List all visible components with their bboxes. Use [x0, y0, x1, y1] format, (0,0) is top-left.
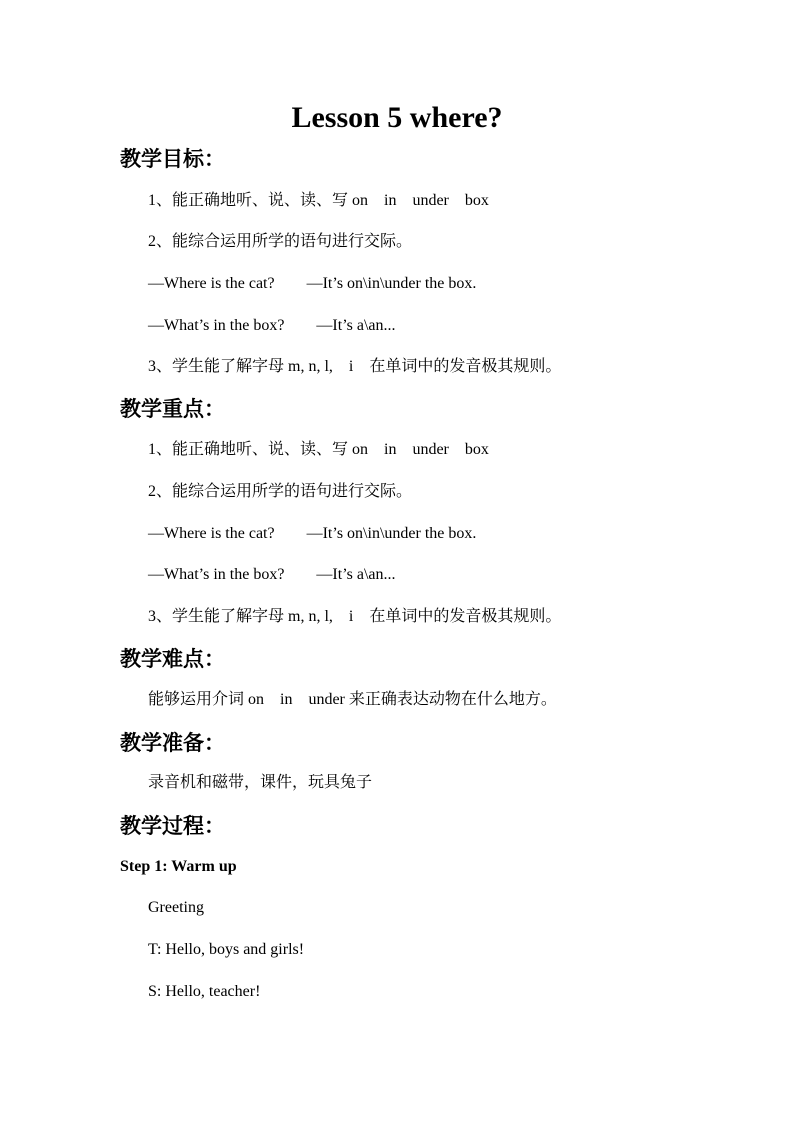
process-item-3: S: Hello, teacher! [148, 983, 261, 1000]
key-point-item-4: —What’s in the box? —It’s a\an... [148, 566, 396, 583]
process-item-1: Greeting [148, 899, 204, 916]
goal-item-3: —Where is the cat? —It’s on\in\under the box. [148, 275, 477, 292]
section-heading-process: 教学过程： [120, 814, 225, 838]
goal-item-2: 2、能综合运用所学的语句进行交际。 [148, 233, 413, 250]
section-heading-difficulties: 教学难点： [120, 647, 225, 671]
section-heading-key-points: 教学重点： [120, 397, 225, 421]
difficulty-item-1: 能够运用介词 on in under 来正确表达动物在什么地方。 [148, 691, 557, 708]
key-point-item-2: 2、能综合运用所学的语句进行交际。 [148, 483, 413, 500]
key-point-item-1: 1、能正确地听、说、读、写 on in under box [148, 441, 489, 458]
step-1-heading: Step 1: Warm up [120, 858, 237, 875]
goal-item-5: 3、学生能了解字母 m, n, l, i 在单词中的发音极其规则。 [148, 358, 562, 375]
goal-item-1: 1、能正确地听、说、读、写 on in under box [148, 192, 489, 209]
process-item-2: T: Hello, boys and girls! [148, 941, 305, 958]
section-heading-goals: 教学目标： [120, 147, 225, 171]
key-point-item-3: —Where is the cat? —It’s on\in\under the box. [148, 525, 477, 542]
page-title: Lesson 5 where? [291, 101, 503, 134]
section-heading-preparation: 教学准备： [120, 731, 225, 755]
key-point-item-5: 3、学生能了解字母 m, n, l, i 在单词中的发音极其规则。 [148, 608, 562, 625]
goal-item-4: —What’s in the box? —It’s a\an... [148, 317, 396, 334]
preparation-item-1: 录音机和磁带，课件，玩具兔子 [148, 774, 373, 791]
